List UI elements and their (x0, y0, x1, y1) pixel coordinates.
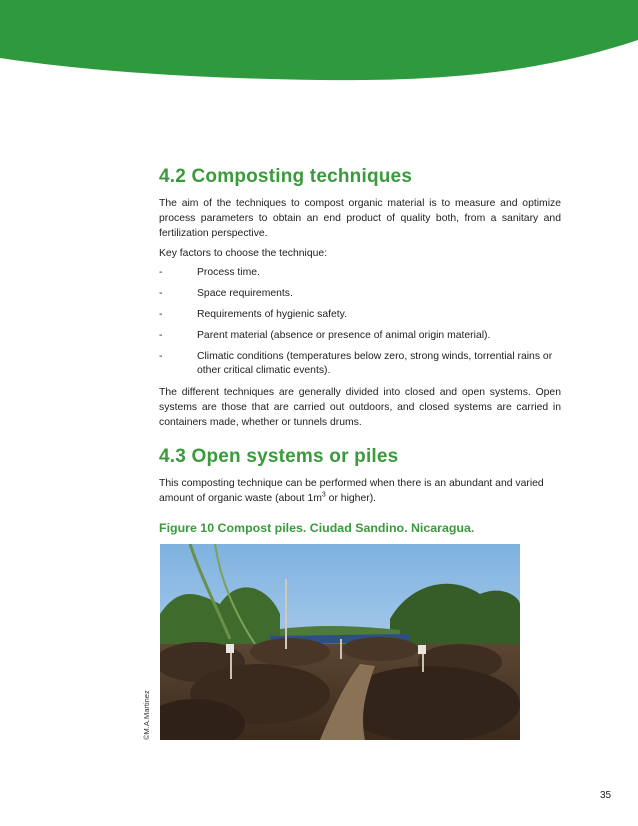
photo-credit: ©M.A.Martinez (142, 690, 151, 740)
main-content (159, 166, 561, 535)
intro-paragraph: The aim of the techniques to compost organic material is to measure and optimize process parameters to obtain an end product of quality both, from a sanitary and fertilization perspective. (159, 198, 561, 239)
list-item-text: Space requirements. (197, 288, 293, 299)
superscript: 3 (321, 491, 326, 499)
key-factors-label: Key factors to choose the technique: (159, 248, 328, 259)
list-item-text: Process time. (197, 267, 260, 278)
list-bullet: - (159, 288, 163, 299)
list-item (159, 308, 561, 322)
factor-list (159, 266, 561, 377)
list-bullet: - (159, 309, 163, 320)
list-item-text: Parent material (absence or presence of animal origin material). (197, 330, 491, 341)
list-item (159, 350, 561, 377)
paragraph-text-end: or higher). (325, 492, 377, 504)
list-item-text: Climatic conditions (temperatures below zero, strong winds, torrential rains or other critical climatic events). (197, 351, 553, 376)
header-banner (0, 0, 638, 95)
figure-caption: Figure 10 Compost piles. Ciudad Sandino. Nicaragua. (159, 520, 475, 535)
list-item (159, 266, 561, 280)
list-item-text: Requirements of hygienic safety. (197, 309, 347, 320)
list-bullet: - (159, 351, 163, 362)
list-bullet: - (159, 330, 163, 341)
page-number: 35 (600, 790, 612, 801)
paragraph-text: This composting technique can be performed when there is an abundant and varied amount of organic waste (about 1m (159, 477, 544, 504)
section-heading-4-2: 4.2 Composting techniques (159, 166, 413, 187)
closing-paragraph: The different techniques are generally divided into closed and open systems. Open systems are those that are carried out outdoors, and closed systems are carried in containers made, whether or tunnels drums. (159, 386, 561, 428)
compost-piles-photo (160, 544, 520, 740)
list-item (159, 329, 561, 343)
open-systems-paragraph (159, 476, 561, 506)
list-bullet: - (159, 267, 163, 278)
list-item (159, 287, 561, 301)
section-heading-4-3: 4.3 Open systems or piles (159, 445, 399, 467)
